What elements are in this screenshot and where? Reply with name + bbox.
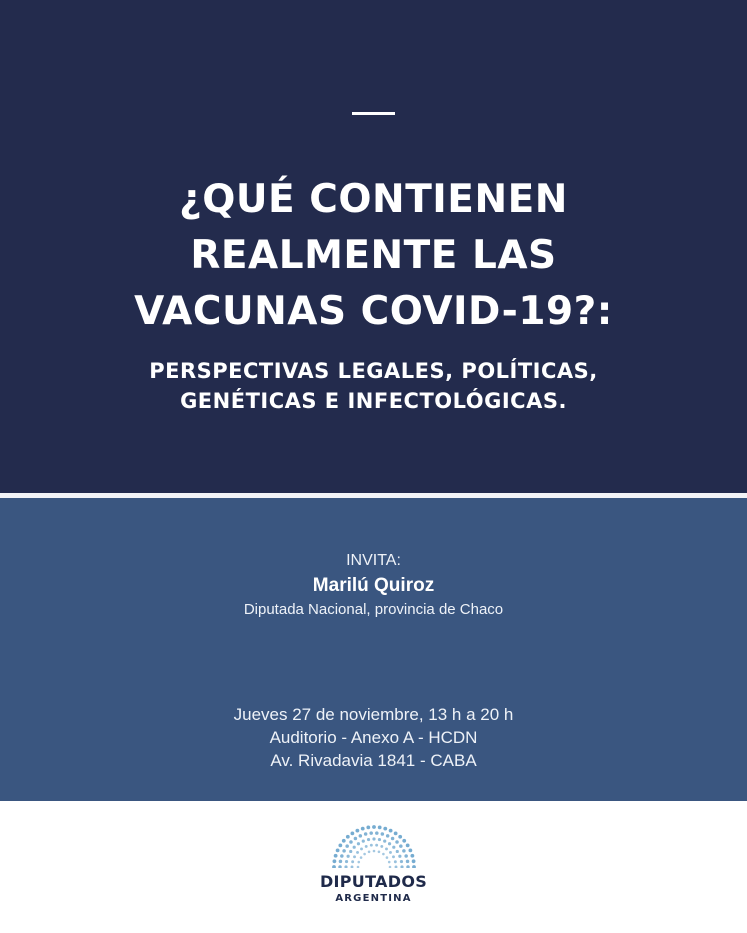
title-line-2: REALMENTE LAS: [190, 233, 557, 278]
host-name: Marilú Quiroz: [312, 575, 435, 596]
event-subtitle: [0, 356, 747, 416]
event-address: Av. Rivadavia 1841 - CABA: [270, 751, 477, 770]
subtitle-line-1: PERSPECTIVAS LEGALES, POLÍTICAS,: [149, 359, 598, 383]
subtitle-line-2: GENÉTICAS E INFECTOLÓGICAS.: [180, 389, 567, 413]
logo-country: ARGENTINA: [335, 893, 412, 904]
congress-dome-icon: [330, 823, 418, 868]
event-details: [0, 703, 747, 772]
decorative-dash: [352, 112, 395, 115]
invite-label: INVITA:: [346, 552, 401, 569]
title-line-1: ¿QUÉ CONTIENEN: [179, 177, 568, 222]
logo-name: DIPUTADOS: [319, 872, 428, 891]
title-line-3: VACUNAS COVID-19?:: [134, 289, 613, 334]
event-date-time: Jueves 27 de noviembre, 13 h a 20 h: [233, 705, 514, 724]
host-role: Diputada Nacional, provincia de Chaco: [243, 601, 504, 618]
event-venue: Auditorio - Anexo A - HCDN: [269, 728, 478, 747]
event-title: [0, 172, 747, 340]
